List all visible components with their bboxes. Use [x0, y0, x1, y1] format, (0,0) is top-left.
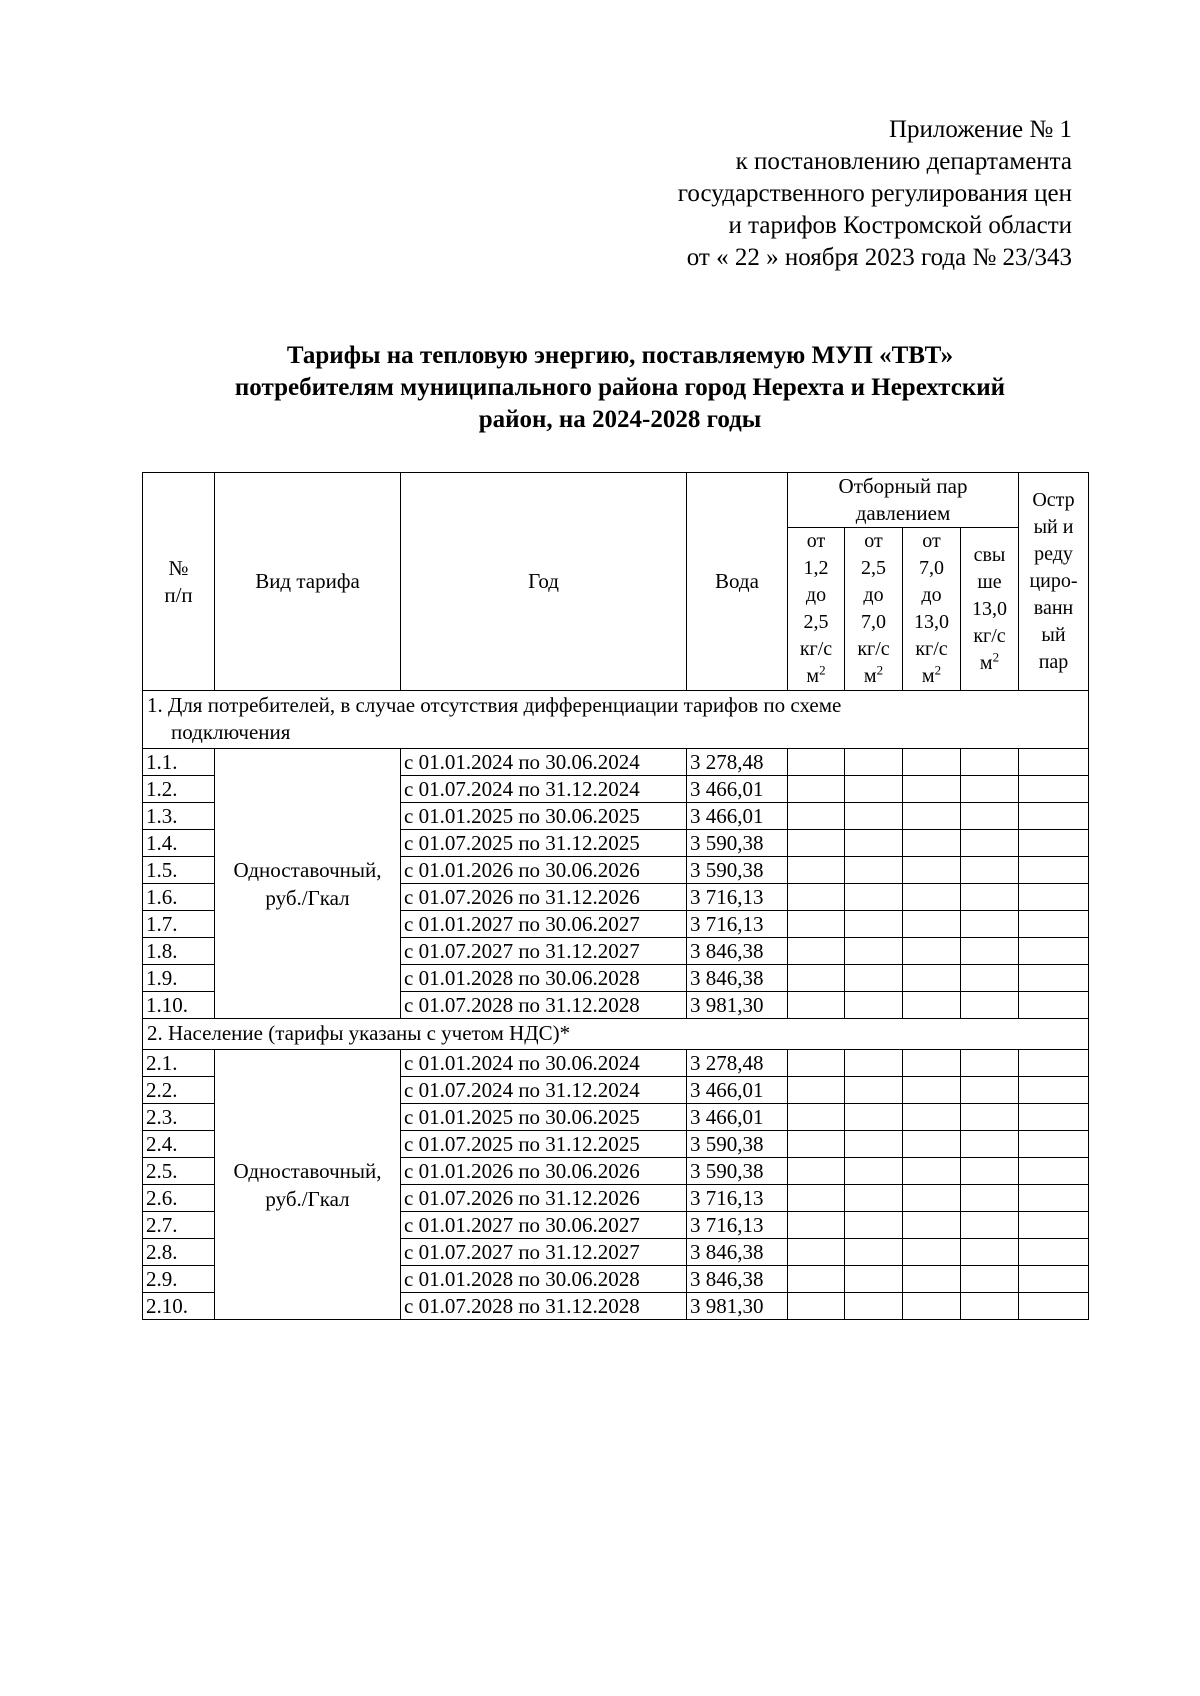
empty-steam-cell [845, 1185, 903, 1212]
period-cell: с 01.07.2024 по 31.12.2024 [401, 776, 687, 803]
section-title-line: 1. Для потребителей, в случае отсутствия дифференциации тарифов по схеме [147, 693, 842, 717]
water-tariff-cell: 3 466,01 [687, 1104, 788, 1131]
empty-steam-cell [961, 776, 1019, 803]
row-number: 2.2. [143, 1077, 215, 1104]
water-tariff-cell: 3 716,13 [687, 1185, 788, 1212]
empty-steam-cell [903, 1104, 961, 1131]
header-cell-line: кг/с [857, 638, 890, 660]
empty-steam-cell [845, 776, 903, 803]
row-number: 2.1. [143, 1050, 215, 1077]
section-title-line: подключения [171, 720, 291, 744]
empty-steam-cell [903, 965, 961, 992]
empty-steam-cell [903, 1212, 961, 1239]
empty-steam-cell [788, 1077, 845, 1104]
header-cell-line: 13,0 [914, 611, 949, 633]
empty-steam-cell [845, 884, 903, 911]
header-steam-over-13 [961, 528, 1019, 691]
empty-steam-cell [903, 1266, 961, 1293]
period-cell: с 01.01.2024 по 30.06.2024 [401, 749, 687, 776]
header-cell-line: кг/с [973, 624, 1006, 647]
empty-steam-cell [845, 1131, 903, 1158]
empty-steam-cell [1019, 1185, 1089, 1212]
section-title [143, 691, 1089, 749]
period-cell: с 01.01.2026 по 30.06.2026 [401, 1158, 687, 1185]
water-tariff-cell: 3 590,38 [687, 1131, 788, 1158]
empty-steam-cell [788, 830, 845, 857]
header-cell-line: 7,0 [919, 557, 944, 579]
empty-steam-cell [1019, 776, 1089, 803]
row-number: 2.5. [143, 1158, 215, 1185]
superscript: 2 [934, 662, 942, 678]
empty-steam-cell [1019, 1158, 1089, 1185]
row-number: 2.4. [143, 1131, 215, 1158]
empty-steam-cell [788, 884, 845, 911]
water-tariff-cell: 3 590,38 [687, 1158, 788, 1185]
empty-steam-cell [788, 1185, 845, 1212]
header-cell-line: ванн [1033, 597, 1074, 619]
header-cell-line: кг/с [915, 638, 948, 660]
header-cell-line: от [922, 530, 941, 552]
empty-steam-cell [788, 1293, 845, 1320]
header-cell-line: ый и [1033, 516, 1074, 538]
unit-text: м [979, 651, 993, 674]
empty-steam-cell [1019, 938, 1089, 965]
empty-steam-cell [845, 1239, 903, 1266]
empty-steam-cell [1019, 992, 1089, 1019]
empty-steam-cell [845, 965, 903, 992]
tariff-body [143, 691, 1089, 1320]
header-steam-2-5-7 [845, 528, 903, 691]
header-cell-line: ше [977, 570, 1002, 593]
unit-text: м [863, 665, 877, 687]
empty-steam-cell [961, 911, 1019, 938]
empty-steam-cell [845, 1050, 903, 1077]
empty-steam-cell [903, 1077, 961, 1104]
empty-steam-cell [845, 1293, 903, 1320]
header-cell-line [964, 650, 1015, 677]
empty-steam-cell [961, 1131, 1019, 1158]
empty-steam-cell [1019, 965, 1089, 992]
empty-steam-cell [788, 1239, 845, 1266]
row-number: 2.3. [143, 1104, 215, 1131]
period-cell: с 01.07.2028 по 31.12.2028 [401, 992, 687, 1019]
appendix-line: к постановлению департамента [735, 148, 1072, 175]
row-number: 1.9. [143, 965, 215, 992]
water-tariff-cell: 3 846,38 [687, 965, 788, 992]
empty-steam-cell [961, 1239, 1019, 1266]
unit-text: м [921, 665, 935, 687]
empty-steam-cell [903, 803, 961, 830]
empty-steam-cell [961, 1266, 1019, 1293]
tariff-table [142, 472, 1089, 1320]
appendix-line: государственного регулирования цен [677, 180, 1072, 207]
water-tariff-cell: 3 590,38 [687, 830, 788, 857]
row-number: 2.8. [143, 1239, 215, 1266]
period-cell: с 01.07.2028 по 31.12.2028 [401, 1293, 687, 1320]
empty-steam-cell [903, 1239, 961, 1266]
period-cell: с 01.01.2026 по 30.06.2026 [401, 857, 687, 884]
water-tariff-cell: 3 716,13 [687, 1212, 788, 1239]
empty-steam-cell [1019, 1104, 1089, 1131]
empty-steam-cell [845, 938, 903, 965]
period-cell: с 01.01.2025 по 30.06.2025 [401, 1104, 687, 1131]
superscript: 2 [819, 662, 826, 678]
empty-steam-cell [845, 857, 903, 884]
empty-steam-cell [845, 749, 903, 776]
period-cell: с 01.07.2027 по 31.12.2027 [401, 938, 687, 965]
empty-steam-cell [788, 911, 845, 938]
empty-steam-cell [903, 1131, 961, 1158]
header-cell-line: до [805, 584, 827, 606]
tariff-kind-line: Одноставочный, [233, 1158, 382, 1183]
header-cell-line: от [864, 530, 883, 552]
tariff-kind [215, 749, 401, 1019]
empty-steam-cell [1019, 857, 1089, 884]
header-steam-7-13 [903, 528, 961, 691]
header-kind: Вид тарифа [215, 473, 401, 691]
title-line: район, на 2024-2028 годы [478, 406, 762, 433]
empty-steam-cell [788, 1104, 845, 1131]
header-cell-line: пар [1038, 651, 1069, 673]
empty-steam-cell [1019, 1050, 1089, 1077]
header-num-line: № [168, 555, 189, 580]
tariff-kind-line: руб./Гкал [265, 1186, 350, 1211]
period-cell: с 01.01.2027 по 30.06.2027 [401, 911, 687, 938]
empty-steam-cell [903, 992, 961, 1019]
water-tariff-cell: 3 466,01 [687, 776, 788, 803]
tariff-kind-line: Одноставочный, [233, 857, 382, 882]
empty-steam-cell [788, 965, 845, 992]
table-row [143, 1050, 1089, 1077]
period-cell: с 01.07.2026 по 31.12.2026 [401, 1185, 687, 1212]
title-line: Тарифы на тепловую энергию, поставляемую МУП «ТВТ» [286, 342, 954, 369]
empty-steam-cell [961, 1050, 1019, 1077]
header-num-line: п/п [164, 582, 193, 607]
document-title [140, 340, 1100, 436]
empty-steam-cell [845, 1104, 903, 1131]
period-cell: с 01.01.2025 по 30.06.2025 [401, 803, 687, 830]
header-water: Вода [687, 473, 788, 691]
empty-steam-cell [961, 857, 1019, 884]
row-number: 1.3. [143, 803, 215, 830]
row-number: 2.7. [143, 1212, 215, 1239]
header-cell-line [906, 663, 957, 690]
empty-steam-cell [1019, 1077, 1089, 1104]
water-tariff-cell: 3 981,30 [687, 992, 788, 1019]
period-cell: с 01.01.2028 по 30.06.2028 [401, 965, 687, 992]
header-year: Год [401, 473, 687, 691]
row-number: 1.5. [143, 857, 215, 884]
row-number: 1.10. [143, 992, 215, 1019]
empty-steam-cell [1019, 1293, 1089, 1320]
header-cell-line: 1,2 [803, 557, 829, 579]
header-steam-group [788, 473, 1019, 528]
header-steam-line: Отборный пар [838, 474, 968, 498]
unit-text: м [806, 665, 820, 687]
empty-steam-cell [903, 911, 961, 938]
empty-steam-cell [788, 803, 845, 830]
empty-steam-cell [788, 857, 845, 884]
empty-steam-cell [961, 1212, 1019, 1239]
period-cell: с 01.07.2025 по 31.12.2025 [401, 830, 687, 857]
empty-steam-cell [961, 1293, 1019, 1320]
empty-steam-cell [1019, 1266, 1089, 1293]
header-cell-line: 13,0 [972, 597, 1007, 620]
row-number: 1.1. [143, 749, 215, 776]
empty-steam-cell [845, 830, 903, 857]
water-tariff-cell: 3 716,13 [687, 884, 788, 911]
empty-steam-cell [961, 803, 1019, 830]
empty-steam-cell [788, 938, 845, 965]
header-steam-1-2-5 [788, 528, 845, 691]
header-cell-line: 2,5 [861, 557, 886, 579]
empty-steam-cell [1019, 911, 1089, 938]
empty-steam-cell [788, 776, 845, 803]
period-cell: с 01.07.2027 по 31.12.2027 [401, 1239, 687, 1266]
water-tariff-cell: 3 981,30 [687, 1293, 788, 1320]
empty-steam-cell [1019, 1212, 1089, 1239]
appendix-header [512, 114, 1072, 274]
appendix-line: Приложение № 1 [888, 116, 1072, 143]
period-cell: с 01.01.2028 по 30.06.2028 [401, 1266, 687, 1293]
empty-steam-cell [845, 911, 903, 938]
tariff-kind-line: руб./Гкал [265, 885, 350, 910]
water-tariff-cell: 3 846,38 [687, 938, 788, 965]
empty-steam-cell [1019, 1131, 1089, 1158]
water-tariff-cell: 3 278,48 [687, 749, 788, 776]
empty-steam-cell [788, 1212, 845, 1239]
header-cell-line: Остр [1032, 489, 1075, 511]
table-row [143, 749, 1089, 776]
row-number: 1.2. [143, 776, 215, 803]
empty-steam-cell [788, 1158, 845, 1185]
superscript: 2 [876, 662, 884, 678]
title-line: потребителям муниципального района город Нерехта и Нерехтский [234, 374, 1006, 401]
empty-steam-cell [1019, 749, 1089, 776]
row-number: 1.8. [143, 938, 215, 965]
header-cell-line: 7,0 [861, 611, 886, 633]
empty-steam-cell [961, 830, 1019, 857]
empty-steam-cell [788, 749, 845, 776]
empty-steam-cell [845, 1266, 903, 1293]
empty-steam-cell [961, 1185, 1019, 1212]
empty-steam-cell [961, 884, 1019, 911]
water-tariff-cell: 3 466,01 [687, 803, 788, 830]
empty-steam-cell [903, 1293, 961, 1320]
header-cell-line [848, 663, 899, 690]
period-cell: с 01.07.2024 по 31.12.2024 [401, 1077, 687, 1104]
header-cell-line: от [806, 530, 826, 552]
empty-steam-cell [903, 938, 961, 965]
empty-steam-cell [1019, 803, 1089, 830]
empty-steam-cell [788, 1266, 845, 1293]
row-number: 1.4. [143, 830, 215, 857]
water-tariff-cell: 3 846,38 [687, 1239, 788, 1266]
empty-steam-cell [961, 1158, 1019, 1185]
empty-steam-cell [845, 803, 903, 830]
appendix-line: и тарифов Костромской области [728, 212, 1072, 239]
header-cell-line: 2,5 [803, 611, 829, 633]
appendix-line: от « 22 » ноября 2023 года № 23/343 [686, 244, 1072, 271]
empty-steam-cell [903, 776, 961, 803]
section-row [143, 1019, 1089, 1050]
row-number: 2.6. [143, 1185, 215, 1212]
empty-steam-cell [903, 884, 961, 911]
header-steam-line: давлением [855, 501, 951, 525]
header-cell-line [791, 663, 841, 690]
row-number: 2.9. [143, 1266, 215, 1293]
empty-steam-cell [788, 1131, 845, 1158]
header-cell-line: реду [1034, 543, 1073, 565]
row-number: 1.6. [143, 884, 215, 911]
empty-steam-cell [1019, 884, 1089, 911]
header-num [143, 473, 215, 691]
empty-steam-cell [961, 938, 1019, 965]
empty-steam-cell [1019, 830, 1089, 857]
section-row [143, 691, 1089, 749]
empty-steam-cell [961, 1104, 1019, 1131]
water-tariff-cell: 3 716,13 [687, 911, 788, 938]
empty-steam-cell [1019, 1239, 1089, 1266]
period-cell: с 01.01.2027 по 30.06.2027 [401, 1212, 687, 1239]
superscript: 2 [992, 648, 1000, 664]
empty-steam-cell [903, 749, 961, 776]
empty-steam-cell [961, 992, 1019, 1019]
empty-steam-cell [788, 992, 845, 1019]
section-title [143, 1019, 1089, 1050]
empty-steam-cell [903, 857, 961, 884]
water-tariff-cell: 3 278,48 [687, 1050, 788, 1077]
header-cell-line: свы [973, 543, 1006, 566]
row-number: 2.10. [143, 1293, 215, 1320]
tariff-kind [215, 1050, 401, 1320]
empty-steam-cell [961, 749, 1019, 776]
header-cell-line: до [863, 584, 884, 606]
header-cell-line: циро- [1029, 570, 1078, 592]
empty-steam-cell [788, 1050, 845, 1077]
empty-steam-cell [903, 1050, 961, 1077]
empty-steam-cell [845, 1077, 903, 1104]
empty-steam-cell [845, 1158, 903, 1185]
period-cell: с 01.01.2024 по 30.06.2024 [401, 1050, 687, 1077]
row-number: 1.7. [143, 911, 215, 938]
header-cell-line: кг/с [799, 638, 833, 660]
water-tariff-cell: 3 846,38 [687, 1266, 788, 1293]
header-cell-line: до [921, 584, 942, 606]
empty-steam-cell [903, 1158, 961, 1185]
empty-steam-cell [845, 1212, 903, 1239]
empty-steam-cell [961, 965, 1019, 992]
empty-steam-cell [903, 830, 961, 857]
period-cell: с 01.07.2026 по 31.12.2026 [401, 884, 687, 911]
empty-steam-cell [961, 1077, 1019, 1104]
section-title-line: 2. Население (тарифы указаны с учетом НДС)* [147, 1021, 571, 1045]
period-cell: с 01.07.2025 по 31.12.2025 [401, 1131, 687, 1158]
water-tariff-cell: 3 466,01 [687, 1077, 788, 1104]
header-cell-line: ый [1041, 624, 1066, 646]
header-sharp-steam [1019, 473, 1089, 691]
empty-steam-cell [845, 992, 903, 1019]
water-tariff-cell: 3 590,38 [687, 857, 788, 884]
empty-steam-cell [903, 1185, 961, 1212]
